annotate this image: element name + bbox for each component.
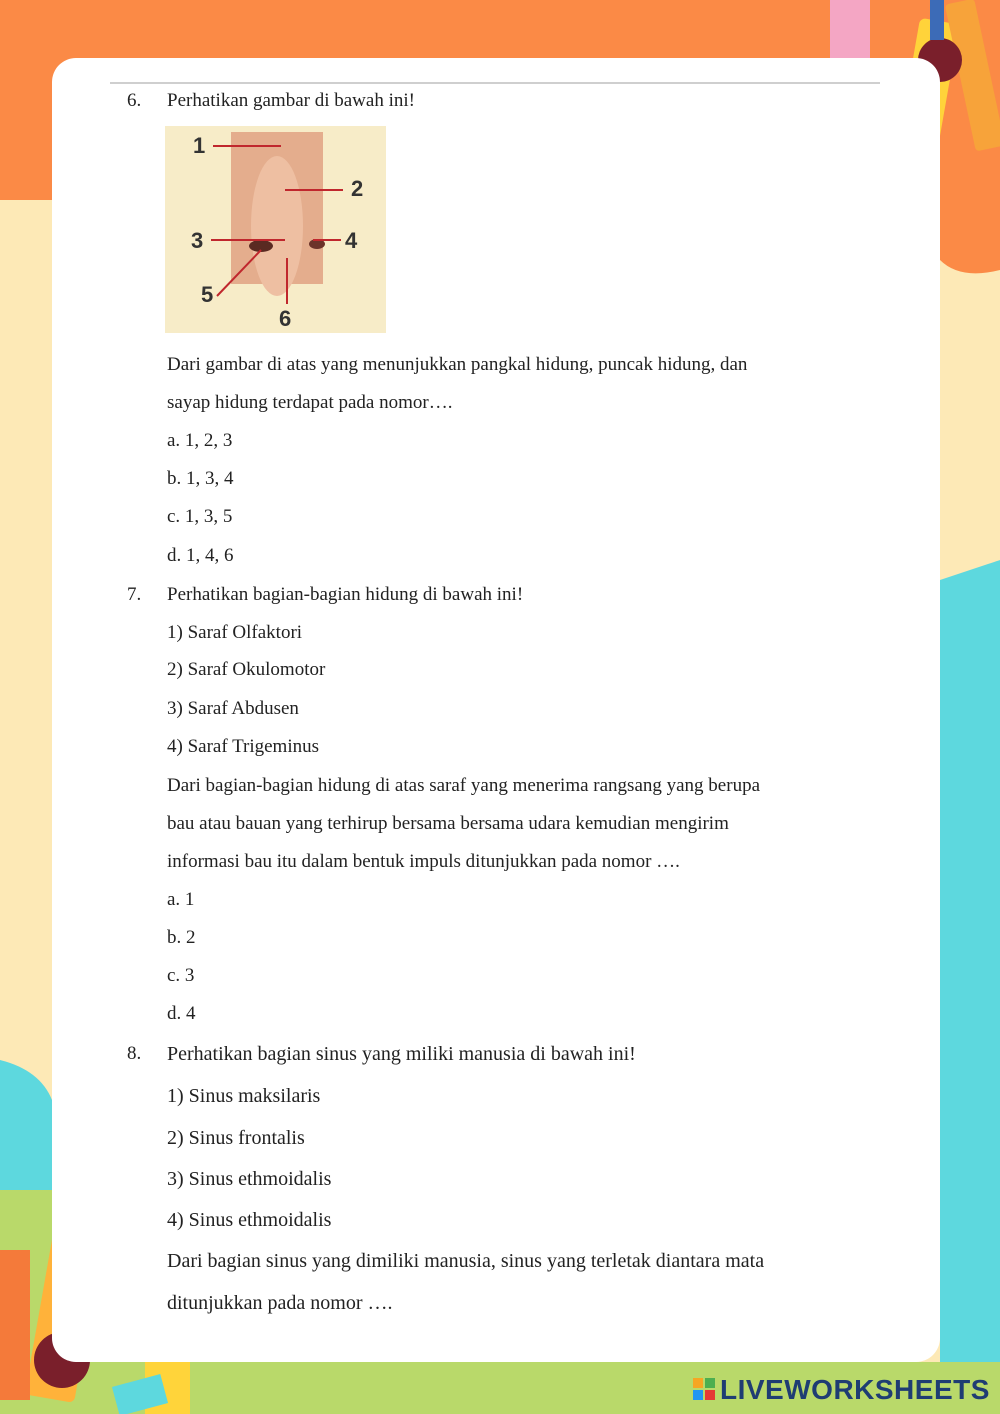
q8-item-2: 2) Sinus frontalis	[167, 1127, 305, 1149]
q6-option-d[interactable]: d. 1, 4, 6	[167, 545, 234, 566]
q7-item-1: 1) Saraf Olfaktori	[167, 622, 303, 643]
q8-number: 8.	[127, 1043, 142, 1064]
q7-option-d[interactable]: d. 4	[167, 1003, 196, 1024]
q8-question-line2: ditunjukkan pada nomor ….	[167, 1292, 393, 1314]
q6-option-c[interactable]: c. 1, 3, 5	[167, 506, 233, 527]
q7-item-2: 2) Saraf Okulomotor	[167, 659, 326, 680]
nose-label-1: 1	[193, 133, 206, 158]
nose-label-2: 2	[351, 176, 364, 201]
q7-item-4: 4) Saraf Trigeminus	[167, 736, 319, 757]
nose-label-4: 4	[345, 228, 358, 253]
q8-item-3: 3) Sinus ethmoidalis	[167, 1168, 332, 1190]
q7-option-c[interactable]: c. 3	[167, 965, 195, 986]
q8-prompt: Perhatikan bagian sinus yang miliki manusia di bawah ini!	[167, 1043, 636, 1065]
liveworksheets-logo-icon	[693, 1378, 715, 1400]
q6-question-line1: Dari gambar di atas yang menunjukkan pangkal hidung, puncak hidung, dan	[167, 354, 748, 375]
q6-question-line2: sayap hidung terdapat pada nomor….	[167, 392, 453, 413]
q6-number: 6.	[127, 90, 142, 111]
q7-question-line3: informasi bau itu dalam bentuk impuls ditunjukkan pada nomor ….	[167, 851, 680, 872]
q8-question-line1: Dari bagian sinus yang dimiliki manusia, sinus yang terletak diantara mata	[167, 1250, 765, 1272]
q6-option-b[interactable]: b. 1, 3, 4	[167, 468, 234, 489]
nose-label-3: 3	[191, 228, 204, 253]
q8-item-1: 1) Sinus maksilaris	[167, 1085, 321, 1107]
q7-number: 7.	[127, 584, 142, 605]
nose-diagram-image	[165, 126, 386, 333]
top-divider	[110, 82, 880, 84]
q7-prompt: Perhatikan bagian-bagian hidung di bawah ini!	[167, 584, 524, 605]
q7-question-line2: bau atau bauan yang terhirup bersama bersama udara kemudian mengirim	[167, 813, 729, 834]
nose-label-5: 5	[201, 282, 214, 307]
q8-item-4: 4) Sinus ethmoidalis	[167, 1209, 332, 1231]
q7-item-3: 3) Saraf Abdusen	[167, 698, 299, 719]
q7-question-line1: Dari bagian-bagian hidung di atas saraf yang menerima rangsang yang berupa	[167, 775, 760, 796]
nose-label-6: 6	[279, 306, 292, 331]
brand-wordmark[interactable]: LIVEWORKSHEETS	[720, 1374, 990, 1405]
q6-option-a[interactable]: a. 1, 2, 3	[167, 430, 233, 451]
q7-option-b[interactable]: b. 2	[167, 927, 196, 948]
q7-option-a[interactable]: a. 1	[167, 889, 195, 910]
q6-prompt: Perhatikan gambar di bawah ini!	[167, 90, 415, 111]
